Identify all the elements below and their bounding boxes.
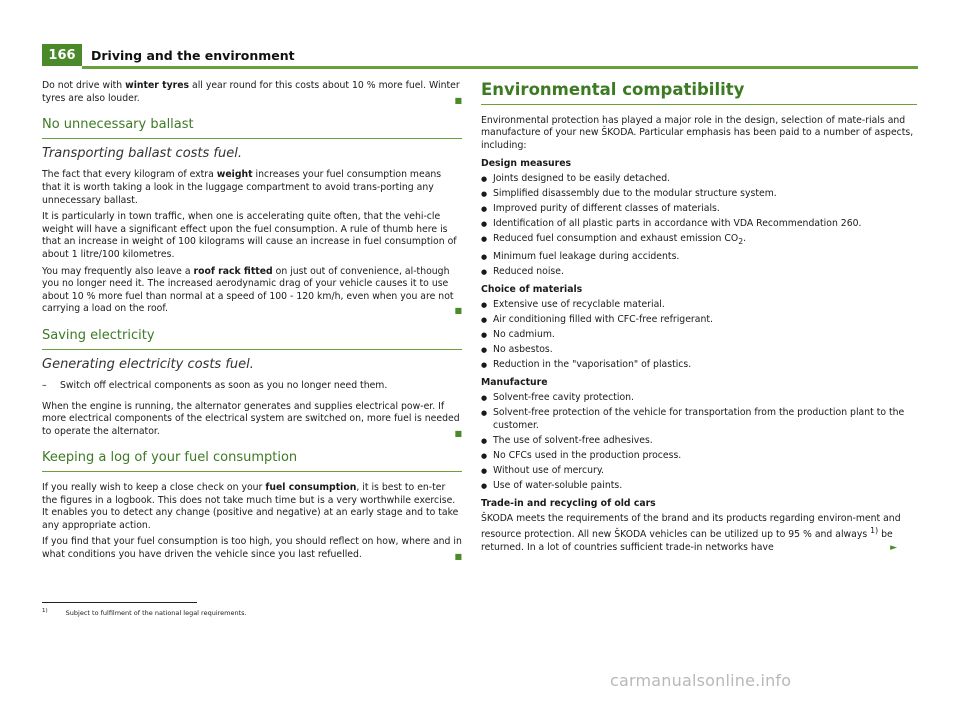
design-measures-heading: Design measures (481, 158, 572, 170)
list-item: ● The use of solvent-free adhesives. (481, 435, 917, 448)
list-item: ● Reduced noise. (481, 266, 917, 279)
list-item: ● Extensive use of recyclable material. (481, 299, 917, 312)
header-rule (82, 66, 918, 69)
list-item: ● Without use of mercury. (481, 465, 917, 478)
ballast-paragraph-2: It is particularly in town traffic, when one is accelerating quite often, that the vehi-cle weight will have a significant effect upon the fuel consumption. A rule of thumb here is that an increase in weight of 100 kilograms will cause an increase in fuel consumption of about 1 litre/100 kilometres. (42, 211, 457, 260)
watermark: carmanualsonline.info (610, 671, 792, 690)
left-column (42, 80, 462, 566)
end-mark-icon: ■ (454, 552, 462, 562)
page-number: 166 (42, 44, 82, 66)
continue-arrow-icon: ► (890, 543, 897, 554)
right-column (481, 80, 917, 559)
page-header (42, 44, 295, 66)
list-item: ● Reduction in the "vaporisation" of plastics. (481, 359, 917, 372)
list-item: ● Identification of all plastic parts in accordance with VDA Recommendation 260. (481, 218, 917, 231)
list-item: ● No CFCs used in the production process. (481, 450, 917, 463)
list-item: ● No asbestos. (481, 344, 917, 357)
subtitle-electricity: Generating electricity costs fuel. (42, 356, 254, 372)
list-item: ● Simplified disassembly due to the modular structure system. (481, 188, 917, 201)
ballast-paragraph-3: You may frequently also leave a roof rack fitted on just out of convenience, al-though you no longer need it. The increased aerodynamic drag of your vehicle causes it to use about 10 % more fuel than normal at a speed of 100 - 120 km/h, even when you are not carrying a load on the roof. ■ (42, 266, 462, 316)
list-item: ● Use of water-soluble paints. (481, 480, 917, 493)
environmental-title: Environmental compatibility (481, 84, 917, 105)
log-paragraph-1: If you really wish to keep a close check on your fuel consumption, it is best to en-ter the figures in a logbook. This does not take much time but is a very worthwhile exercise. It enables you to detect any change (positive and negative) at an early stage and to take any appropriate action. (42, 482, 459, 531)
footnote: $^{1)}$ Subject to fulfilment of the national legal requirements. (42, 608, 247, 618)
materials-heading: Choice of materials (481, 284, 583, 296)
chapter-title: Driving and the environment (91, 47, 295, 63)
design-measures-list (481, 173, 917, 278)
list-item: ● Improved purity of different classes of materials. (481, 203, 917, 216)
end-mark-icon: ■ (454, 95, 462, 105)
list-item: ● Minimum fuel leakage during accidents. (481, 251, 917, 264)
section-heading-log: Keeping a log of your fuel consumption (42, 452, 462, 472)
materials-list (481, 299, 917, 372)
electricity-paragraph: When the engine is running, the alternator generates and supplies electrical pow-er. If more electrical components of the electrical system are switched on, more fuel is needed to operate the alternator. ■ (42, 401, 462, 439)
log-paragraph-2: If you find that your fuel consumption is too high, you should reflect on how, where and in what conditions you have driven the vehicle since you last refuelled. ■ (42, 536, 462, 561)
section-heading-electricity: Saving electricity (42, 330, 462, 350)
footnote-rule (42, 602, 197, 603)
list-item: ● Solvent-free cavity protection. (481, 392, 917, 405)
list-item: ● Reduced fuel consumption and exhaust emission $CO_2$. (481, 233, 917, 248)
environmental-intro: Environmental protection has played a major role in the design, selection of mate-rials and manufacture of your new ŠKODA. Particular emphasis has been paid to a number of aspects, including: (481, 114, 914, 151)
tradein-heading: Trade-in and recycling of old cars (481, 498, 656, 510)
list-item: ● Air conditioning filled with CFC-free refrigerant. (481, 314, 917, 327)
manufacture-heading: Manufacture (481, 377, 548, 389)
dash-list-item: – Switch off electrical components as soon as you no longer need them. (42, 380, 462, 393)
list-item: ● Joints designed to be easily detached. (481, 173, 917, 186)
end-mark-icon: ■ (454, 428, 462, 438)
winter-tyres-paragraph: Do not drive with winter tyres all year round for this costs about 10 % more fuel. Winter tyres are also louder. ■ (42, 80, 462, 105)
tradein-paragraph: ŠKODA meets the requirements of the brand and its products regarding environ-ment and resource protection. All new ŠKODA vehicles can be utilized up to 95 % and always $^{1)}$ be returned. In a lot of countries sufficient trade-in networks have ► (481, 512, 901, 554)
end-mark-icon: ■ (454, 306, 462, 316)
manufacture-list (481, 392, 917, 492)
subtitle-ballast: Transporting ballast costs fuel. (42, 145, 242, 161)
ballast-paragraph-1: The fact that every kilogram of extra weight increases your fuel consumption means that it is worth taking a look in the luggage compartment to avoid trans-porting any unnecessary ballast. (42, 169, 442, 206)
section-heading-ballast: No unnecessary ballast (42, 119, 462, 139)
list-item: ● No cadmium. (481, 329, 917, 342)
list-item: ● Solvent-free protection of the vehicle for transportation from the production plant to the customer. (481, 407, 917, 432)
